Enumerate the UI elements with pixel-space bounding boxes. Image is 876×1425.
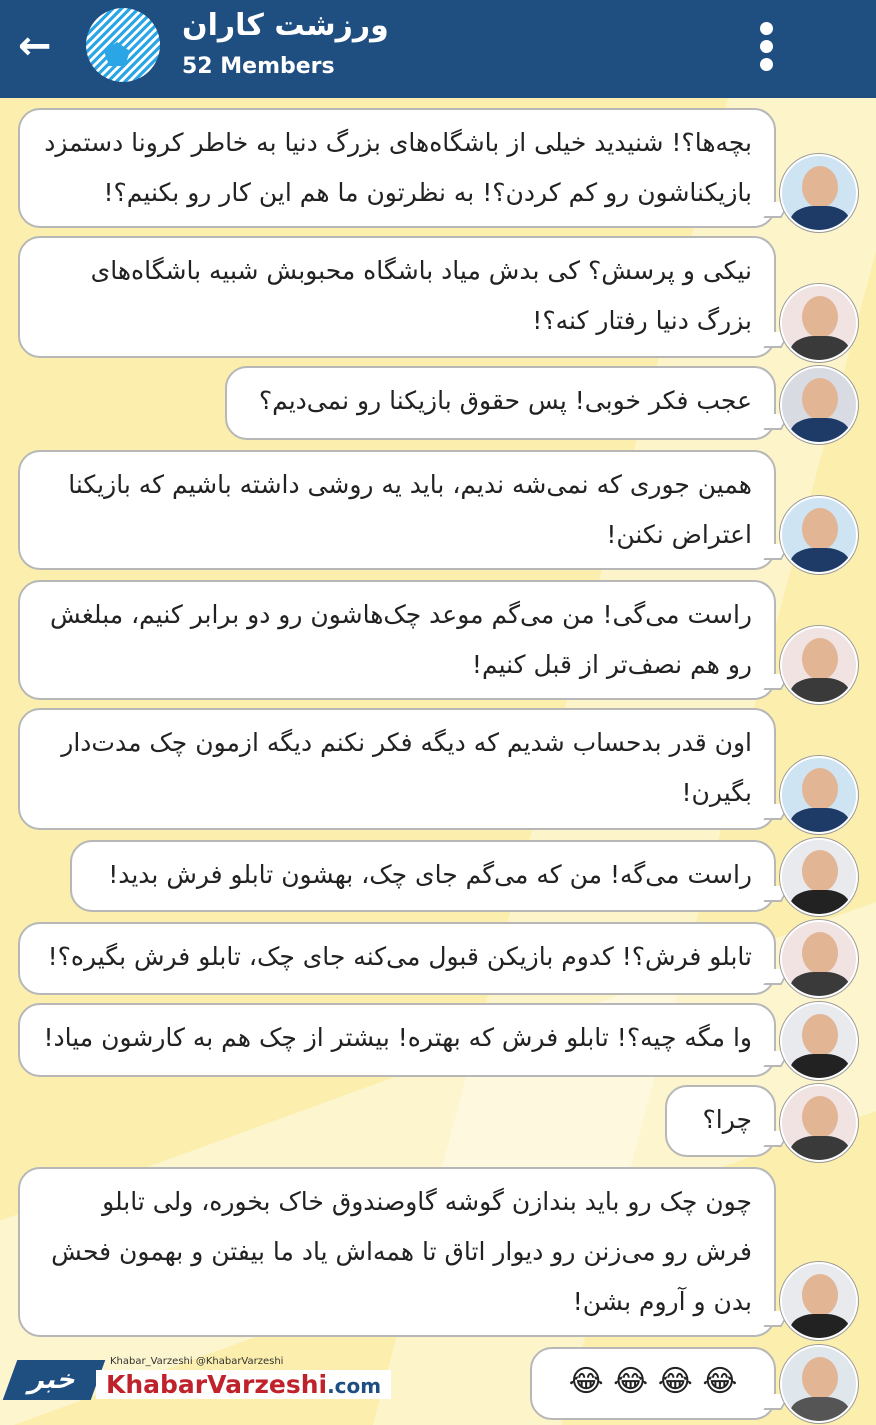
avatar — [780, 838, 858, 916]
avatar — [780, 1262, 858, 1340]
brand-domain — [96, 1370, 391, 1399]
message-bubble: نیکی و پرسش؟ کی بدش میاد باشگاه محبوبش شبیه باشگاه‌های بزرگ دنیا رفتار کنه؟! — [18, 236, 776, 358]
message-bubble: راست می‌گی! من می‌گم موعد چک‌هاشون رو دو برابر کنیم، مبلغش رو هم نصف‌تر از قبل کنیم! — [18, 580, 776, 700]
message-bubble: عجب فکر خوبی! پس حقوق بازیکنا رو نمی‌دیم؟ — [225, 366, 776, 440]
message-bubble: چرا؟ — [665, 1085, 776, 1157]
member-count: 52 Members — [182, 54, 335, 79]
avatar — [780, 920, 858, 998]
brand-domain-name: KhabarVarzeshi — [106, 1370, 328, 1399]
avatar — [780, 1002, 858, 1080]
avatar — [780, 496, 858, 574]
message-bubble: بچه‌ها؟! شنیدید خیلی از باشگاه‌های بزرگ دنیا به خاطر کرونا دستمزد بازیکناشون رو کم کردن؟! به نظرتون ما هم این کار رو بکنیم؟! — [18, 108, 776, 228]
brand-social-handles: Khabar_Varzeshi @KhabarVarzeshi — [110, 1356, 284, 1367]
group-title: ورزشت کاران — [182, 8, 389, 43]
message-bubble: چون چک رو باید بندازن گوشه گاوصندوق خاک بخوره، ولی تابلو فرش رو می‌زنن رو دیوار اتاق تا همه‌اش یاد ما بیفتن و بهمون فحش بدن و آروم بشن! — [18, 1167, 776, 1337]
message-bubble: راست می‌گه! من که می‌گم جای چک، بهشون تابلو فرش بدید! — [70, 840, 776, 912]
avatar — [780, 1084, 858, 1162]
brand-domain-tld: .com — [327, 1374, 382, 1398]
chat-header — [0, 0, 876, 98]
avatar — [780, 756, 858, 834]
message-bubble: وا مگه چیه؟! تابلو فرش که بهتره! بیشتر از چک هم به کارشون میاد! — [18, 1003, 776, 1077]
avatar — [780, 1345, 858, 1423]
avatar — [780, 284, 858, 362]
back-arrow-icon[interactable]: ← — [18, 23, 52, 69]
avatar — [780, 366, 858, 444]
avatar — [780, 154, 858, 232]
message-bubble: اون قدر بدحساب شدیم که دیگه فکر نکنم دیگه ازمون چک مدت‌دار بگیرن! — [18, 708, 776, 830]
message-bubble: همین جوری که نمی‌شه ندیم، باید یه روشی داشته باشیم که بازیکنا اعتراض نکنن! — [18, 450, 776, 570]
message-bubble: تابلو فرش؟! کدوم بازیکن قبول می‌کنه جای چک، تابلو فرش بگیره؟! — [18, 922, 776, 995]
watermark-logo — [0, 1356, 380, 1406]
more-options-icon[interactable] — [756, 22, 776, 76]
group-avatar[interactable] — [86, 8, 160, 82]
brand-logo-mark: خبر — [3, 1360, 106, 1400]
message-bubble: 😂 😂 😂 😂 — [530, 1347, 776, 1420]
avatar — [780, 626, 858, 704]
